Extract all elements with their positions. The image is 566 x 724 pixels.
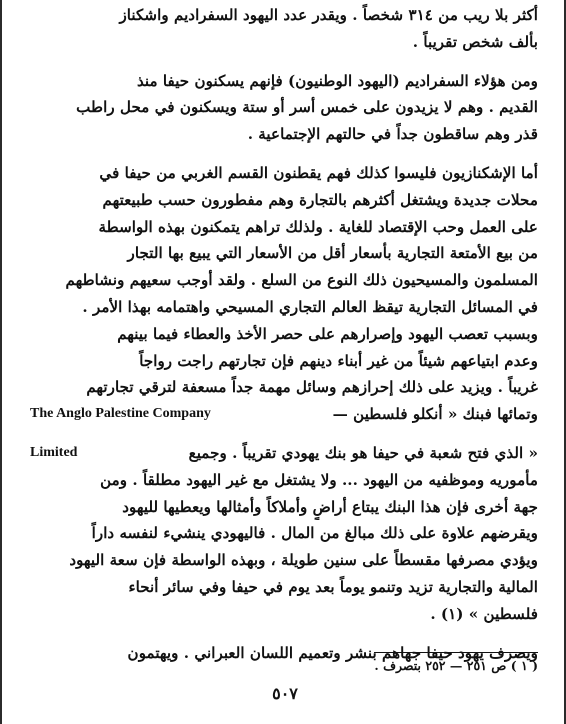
text-line: في المسائل التجارية تيقظ العالم التجاري المسيحي واهتمامه بهذا الأمر . [82, 297, 538, 316]
text-line: أكثر بلا ريب من ٣١٤ شخصاً . ويقدر عدد اليهود السفراديم واشكناز [119, 6, 538, 24]
text-line: القديم . وهم لا يزيدون على خمس أسر أو ستة ويسكنون في محل راطب [76, 98, 538, 117]
text-line [30, 401, 538, 428]
text-line: غريباً . ويزيد على ذلك إحرازهم وسائل مهمة جداً مسعفة لترقي تجارتهم [86, 378, 538, 397]
text-segment: « الذي فتح شعبة في حيفا هو بنك يهودي تقريباً . وجميع [188, 443, 538, 462]
text-line: محلات جديدة ويشتغل أكثرهم بالتجارة وهم مفطورون حسب طبيعتهم [102, 190, 538, 209]
footnote: ( ١ ) ص ٢٥١ — ٢٥٢ بتصرف . [374, 658, 538, 673]
bank-limited: Limited [30, 444, 78, 460]
text-line: من بيع الأمتعة التجارية بأسعار أقل من الأسعار التي يبيع بها التجار [127, 244, 538, 263]
text-line: أما الإشكنازيون فليسوا كذلك فهم يقطنون القسم الغربي من حيفا في [99, 163, 538, 182]
text-line [30, 440, 538, 467]
page-number: ٥٠٧ [272, 684, 298, 703]
text-line: على العمل وحب الإقتصاد للغاية . ولذلك تراهم يتمكنون بهذه الواسطة [98, 217, 538, 236]
text-line: وعدم ابتياعهم شيئاً من غير أبناء دينهم فإن تجارتهم راجت رواجاً [139, 351, 538, 370]
text-line: ويصرف يهود حيفا جهاهم بنشر وتعميم اللسان العبراني . ويهتمون [127, 643, 538, 662]
text-line: بألف شخص تقريباً . [412, 32, 538, 51]
bank-name: The Anglo Palestine Company [30, 406, 211, 422]
text-line: ومن هؤلاء السفراديم (اليهود الوطنيون) فإنهم يسكنون حيفا منذ [136, 71, 538, 90]
text-line: وبسبب تعصب اليهود وإصرارهم على حصر الأخذ والعطاء فيما بينهم [117, 324, 538, 343]
text-segment: وتمائها فبنك « أنكلو فلسطين — [332, 405, 538, 424]
text-line: ويؤدي مصرفها مقسطاً على سنين طويلة ، وبهذه الواسطة فإن سعة اليهود [69, 551, 538, 570]
footnote-divider [374, 652, 538, 653]
text-line: ويقرضهم علاوة على ذلك مبالغ من المال . فاليهودي ينشيء لنفسه داراً [91, 524, 538, 543]
text-line: قذر وهم ساقطون جداً في حالتهم الإجتماعية . [247, 125, 538, 144]
body-text [30, 2, 538, 666]
text-line: المالية والتجارية تزيد وتنمو يوماً بعد يوم في حيفا وفي سائر أنحاء [128, 577, 538, 596]
text-line: المسلمون والمسيحيون ذلك النوع من السلع . ولقد أوجب سعيهم ونشاطهم [65, 271, 538, 290]
text-line: مأموريه وموظفيه من اليهود ... ولا يشتغل مع غير اليهود مطلقاً . ومن [100, 470, 538, 489]
text-line: فلسطين » (١) . [430, 604, 538, 623]
text-line: جهة أخرى فإن هذا البنك يبتاع أراضٍ وأملاكاً وأمثالها ويعطيها لليهود [122, 497, 538, 516]
